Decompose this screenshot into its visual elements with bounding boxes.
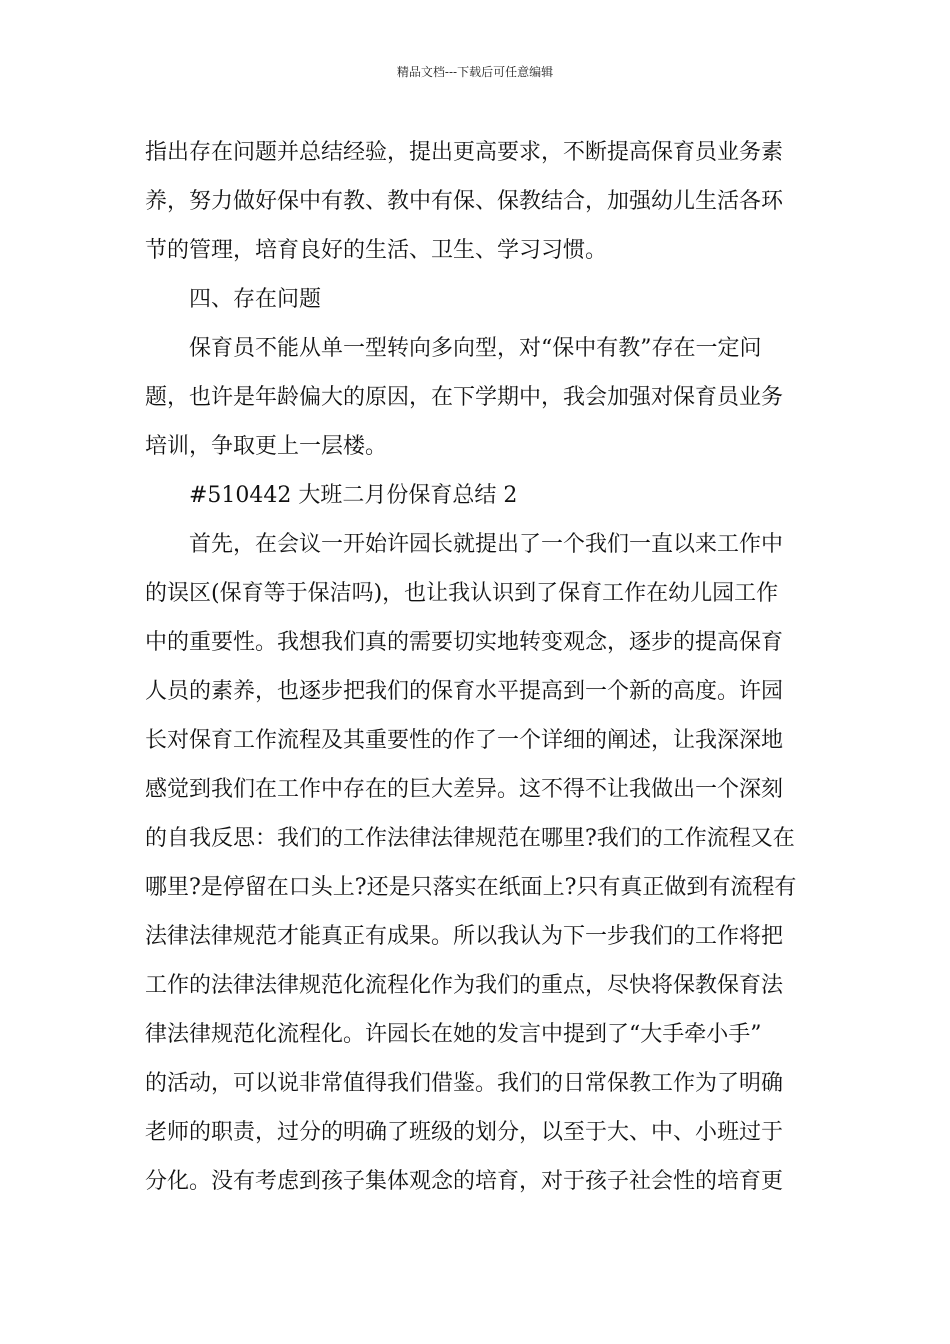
paragraph-line: 培训，争取更上一层楼。 <box>145 434 388 459</box>
paragraph-line: 工作的法律法律规范化流程化作为我们的重点，尽快将保教保育法 <box>145 973 784 998</box>
paragraph-line: 哪里?是停留在口头上?还是只落实在纸面上?只有真正做到有流程有 <box>145 875 797 900</box>
paragraph-line: 中的重要性。我想我们真的需要切实地转变观念，逐步的提高保育 <box>145 630 784 655</box>
paragraph-line: 法律法律规范才能真正有成果。所以我认为下一步我们的工作将把 <box>145 924 784 949</box>
paragraph-line: 首先，在会议一开始许园长就提出了一个我们一直以来工作中 <box>189 532 784 557</box>
section-title: #510442 大班二月份保育总结 2 <box>189 483 518 508</box>
section-heading: 四、存在问题 <box>189 287 322 312</box>
document-body <box>145 128 810 1206</box>
paragraph-line: 指出存在问题并总结经验，提出更高要求，不断提高保育员业务素 <box>145 140 784 165</box>
paragraph-line: 的误区(保育等于保洁吗)，也让我认识到了保育工作在幼儿园工作 <box>145 581 779 606</box>
paragraph-line: 分化。没有考虑到孩子集体观念的培育，对于孩子社会性的培育更 <box>145 1169 784 1194</box>
paragraph-line: 的自我反思：我们的工作法律法律规范在哪里?我们的工作流程又在 <box>145 826 795 851</box>
paragraph-line: 的活动，可以说非常值得我们借鉴。我们的日常保教工作为了明确 <box>145 1071 784 1096</box>
paragraph-line: 题，也许是年龄偏大的原因，在下学期中，我会加强对保育员业务 <box>145 385 784 410</box>
paragraph-line: 节的管理，培育良好的生活、卫生、学习习惯。 <box>145 238 608 263</box>
paragraph-line: 养，努力做好保中有教、教中有保、保教结合，加强幼儿生活各环 <box>145 189 784 214</box>
paragraph-line: 人员的素养，也逐步把我们的保育水平提高到一个新的高度。许园 <box>145 679 784 704</box>
paragraph-line: 长对保育工作流程及其重要性的作了一个详细的阐述，让我深深地 <box>145 728 784 753</box>
paragraph-line: 律法律规范化流程化。许园长在她的发言中提到了“大手牵小手” <box>145 1022 762 1047</box>
paragraph-line: 感觉到我们在工作中存在的巨大差异。这不得不让我做出一个深刻 <box>145 777 784 802</box>
paragraph-line: 保育员不能从单一型转向多向型，对“保中有教”存在一定问 <box>189 336 762 361</box>
paragraph-line: 老师的职责，过分的明确了班级的划分，以至于大、中、小班过于 <box>145 1120 784 1145</box>
page-header: 精品文档---下载后可任意编辑 <box>396 65 554 79</box>
